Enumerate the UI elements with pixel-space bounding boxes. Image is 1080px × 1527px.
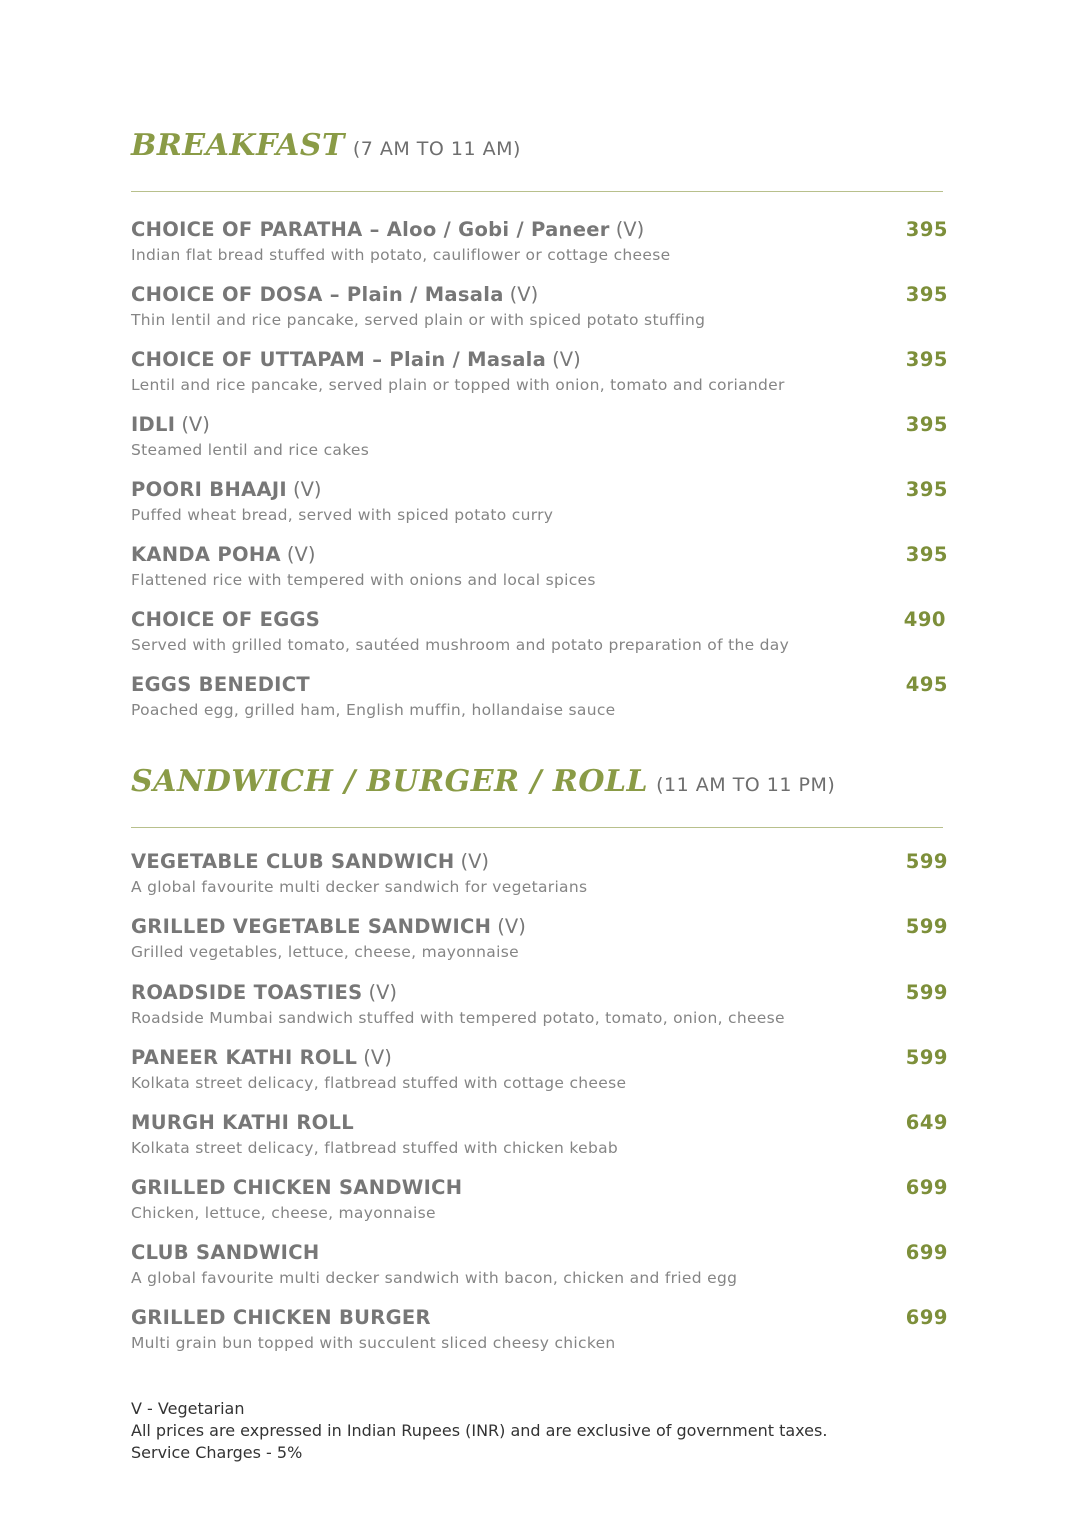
- item-name: CHOICE OF EGGS: [131, 608, 321, 631]
- item-description: Roadside Mumbai sandwich stuffed with tempered potato, tomato, onion, cheese: [131, 1009, 785, 1027]
- item-name: CHOICE OF DOSA – Plain / Masala: [131, 283, 504, 306]
- menu-footer: [131, 1398, 931, 1464]
- item-veg-tag: (V): [292, 478, 322, 501]
- item-veg-tag: (V): [181, 413, 210, 436]
- item-price: 395: [905, 413, 948, 436]
- item-description: Lentil and rice pancake, served plain or topped with onion, tomato and coriander: [131, 376, 785, 394]
- menu-item: [131, 673, 948, 731]
- item-name: POORI BHAAJI: [131, 478, 287, 501]
- item-name: GRILLED VEGETABLE SANDWICH: [131, 915, 492, 938]
- item-description: A global favourite multi decker sandwich with bacon, chicken and fried egg: [131, 1269, 738, 1287]
- sandwich-hours: (11 AM TO 11 PM): [656, 774, 836, 796]
- menu-item: [131, 1046, 948, 1104]
- item-description: Flattened rice with tempered with onions and local spices: [131, 571, 596, 589]
- item-price: 395: [905, 283, 948, 306]
- item-veg-tag: (V): [286, 543, 316, 566]
- menu-item: [131, 1306, 948, 1364]
- sandwich-section: [131, 764, 948, 1352]
- item-price: 495: [905, 673, 948, 696]
- menu-item: [131, 1111, 948, 1169]
- item-description: Chicken, lettuce, cheese, mayonnaise: [131, 1204, 436, 1222]
- sandwich-title: SANDWICH / BURGER / ROLL: [131, 764, 649, 799]
- breakfast-hours: (7 AM TO 11 AM): [352, 138, 521, 160]
- item-price: 699: [905, 1241, 948, 1264]
- item-veg-tag: (V): [552, 348, 581, 371]
- item-description: A global favourite multi decker sandwich for vegetarians: [131, 878, 588, 896]
- breakfast-section: [131, 128, 948, 719]
- item-price: 599: [905, 850, 948, 873]
- item-description: Puffed wheat bread, served with spiced potato curry: [131, 506, 554, 524]
- item-name: KANDA POHA: [131, 543, 281, 566]
- item-description: Grilled vegetables, lettuce, cheese, mayonnaise: [131, 943, 519, 961]
- item-description: Poached egg, grilled ham, English muffin, hollandaise sauce: [131, 701, 616, 719]
- item-name: MURGH KATHI ROLL: [131, 1111, 354, 1134]
- item-price: 599: [905, 981, 948, 1004]
- item-name: PANEER KATHI ROLL: [131, 1046, 358, 1069]
- menu-item: [131, 478, 948, 536]
- sandwich-divider: [131, 827, 943, 828]
- item-description: Multi grain bun topped with succulent sliced cheesy chicken: [131, 1334, 616, 1352]
- item-price: 699: [905, 1176, 948, 1199]
- menu-item: [131, 981, 948, 1039]
- item-name: CHOICE OF PARATHA – Aloo / Gobi / Paneer: [131, 218, 610, 241]
- service-charge-note: Service Charges - 5%: [131, 1443, 303, 1462]
- item-veg-tag: (V): [509, 283, 539, 306]
- sandwich-header: [131, 764, 948, 804]
- item-name: ROADSIDE TOASTIES: [131, 981, 363, 1004]
- item-veg-tag: (V): [363, 1046, 392, 1069]
- item-price: 395: [905, 348, 948, 371]
- item-name: CLUB SANDWICH: [131, 1241, 320, 1264]
- item-description: Steamed lentil and rice cakes: [131, 441, 370, 459]
- menu-item: [131, 413, 948, 471]
- menu-item: [131, 1176, 948, 1234]
- item-price: 599: [905, 1046, 948, 1069]
- item-price: 395: [905, 478, 948, 501]
- item-description: Served with grilled tomato, sautéed mushroom and potato preparation of the day: [131, 636, 790, 654]
- item-name: IDLI: [131, 413, 176, 436]
- menu-item: [131, 543, 948, 601]
- menu-item: [131, 608, 948, 666]
- menu-item: [131, 348, 948, 406]
- price-note: All prices are expressed in Indian Rupees (INR) and are exclusive of government taxes.: [131, 1421, 828, 1440]
- item-price: 395: [905, 543, 948, 566]
- item-name: CHOICE OF UTTAPAM – Plain / Masala: [131, 348, 547, 371]
- item-veg-tag: (V): [615, 218, 645, 241]
- item-description: Thin lentil and rice pancake, served plain or with spiced potato stuffing: [131, 311, 706, 329]
- item-description: Indian flat bread stuffed with potato, cauliflower or cottage cheese: [131, 246, 671, 264]
- item-price: 490: [903, 608, 946, 631]
- item-description: Kolkata street delicacy, flatbread stuffed with cottage cheese: [131, 1074, 627, 1092]
- menu-item: [131, 218, 948, 276]
- menu-item: [131, 850, 948, 908]
- item-name: EGGS BENEDICT: [131, 673, 310, 696]
- item-price: 599: [905, 915, 948, 938]
- item-veg-tag: (V): [497, 915, 526, 938]
- veg-legend: V - Vegetarian: [131, 1399, 245, 1418]
- item-name: GRILLED CHICKEN BURGER: [131, 1306, 431, 1329]
- item-price: 649: [905, 1111, 948, 1134]
- item-name: VEGETABLE CLUB SANDWICH: [131, 850, 455, 873]
- item-veg-tag: (V): [368, 981, 398, 1004]
- breakfast-header: [131, 128, 948, 168]
- menu-item: [131, 1241, 948, 1299]
- item-price: 699: [905, 1306, 948, 1329]
- item-description: Kolkata street delicacy, flatbread stuffed with chicken kebab: [131, 1139, 619, 1157]
- item-name: GRILLED CHICKEN SANDWICH: [131, 1176, 463, 1199]
- menu-item: [131, 283, 948, 341]
- breakfast-title: BREAKFAST: [131, 128, 345, 163]
- menu-item: [131, 915, 948, 973]
- breakfast-divider: [131, 191, 943, 192]
- item-veg-tag: (V): [460, 850, 490, 873]
- item-price: 395: [905, 218, 948, 241]
